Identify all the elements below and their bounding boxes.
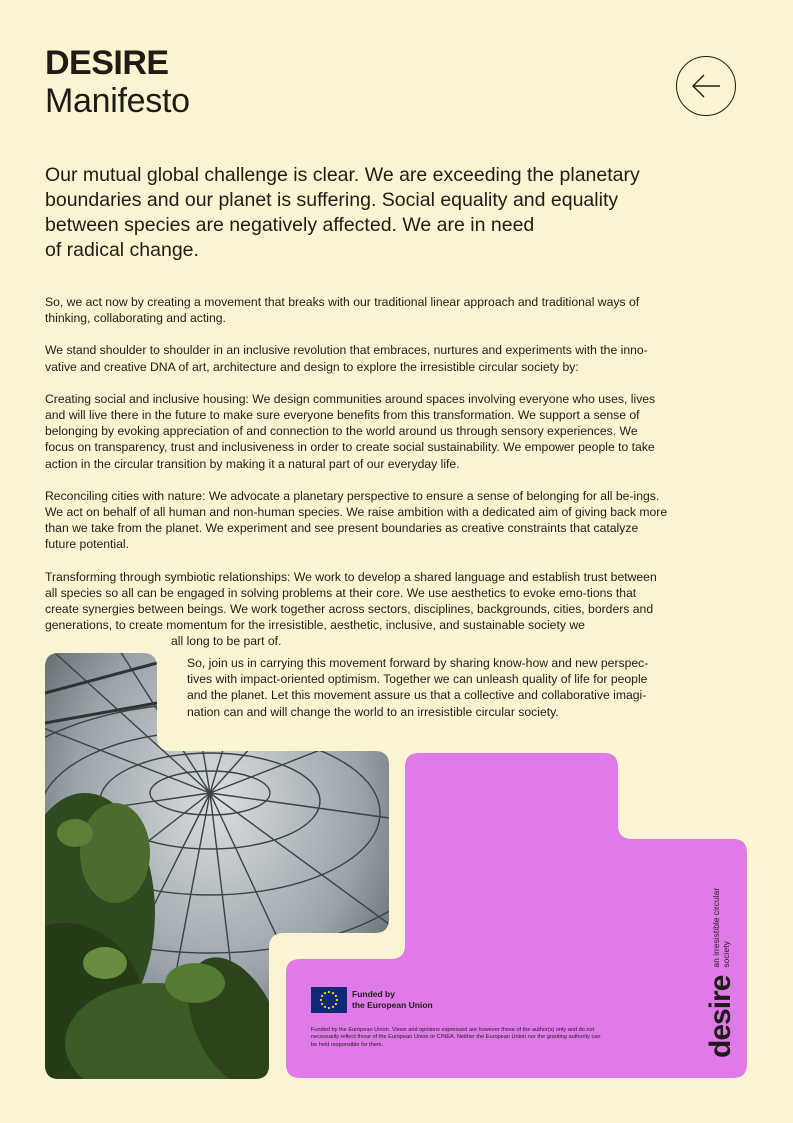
paragraph-revolution: We stand shoulder to shoulder in an inclusive revolution that embraces, nurtures and experiments with the inno-vative and creative DNA of art, architecture and design to explore the irresistible circular society by: <box>45 343 648 374</box>
eu-flag-icon <box>311 987 347 1013</box>
desire-logo <box>706 876 736 1058</box>
paragraph-symbiotic-end: all long to be part of. <box>171 634 282 649</box>
eu-funded-line2: the European Union <box>352 999 433 1010</box>
page-title <box>45 44 190 120</box>
brand-tagline: an irresistible circular society <box>711 887 731 968</box>
paragraph-nature: Reconciling cities with nature: We advocate a planetary perspective to ensure a sense of belonging for all be-ings. We act on behalf of all human and non-human species. We raise ambition with a dedicated aim of giving back more than we take from the planet. We experiment and see present boundaries as creative constraints that catalyze future potential. <box>45 488 668 552</box>
brand-word: desire <box>704 975 737 1058</box>
eu-funded-label <box>352 989 472 1010</box>
back-button[interactable] <box>676 56 736 116</box>
title-desire: DESIRE <box>45 44 169 82</box>
paragraph-symbiotic <box>45 569 670 650</box>
paragraph-symbiotic-text: Transforming through symbiotic relationships: We work to develop a shared language and establish trust between all species so all can be engaged in solving problems at their core. We use aesthetics to evoke emo-tions that create synergies between beings. We work together across sectors, disciplines, backgrounds, cities, borders and generations, to create momentum for the irresistible, aesthetic, inclusive, and sustainable society we <box>45 569 657 633</box>
paragraph-intro: So, we act now by creating a movement that breaks with our traditional linear approach and traditional ways of thinking, collaborating and acting. <box>45 295 640 326</box>
arrow-left-icon <box>691 71 721 101</box>
eu-disclaimer: Funded by the European Union. Views and opinions expressed are however those of the author(s) only and do not necessarily reflect those of the European Union or CINEA. Neither the European Union nor the granting authority can be held responsible for them. <box>311 1027 601 1048</box>
eu-funded-line1: Funded by <box>352 989 395 999</box>
closing-paragraph: So, join us in carrying this movement forward by sharing know-how and new perspec-tives with impact-oriented optimism. Together we can unleash quality of life for people and the planet. Let this movement assure us that a collective and collaborative imagi-nation can and will change the world to an irresistible circular society. <box>187 656 649 719</box>
paragraph-housing: Creating social and inclusive housing: We design communities around spaces involving everyone who uses, lives and will live there in the future to make sure everyone benefits from this transformation. We support a sense of belonging by evoking appreciation of and connection to the world around us through sensory experiences. We focus on transparency, trust and inclusiveness in order to create social sustainability. We empower people to take action in the circular transition by making it a natural part of our everyday life. <box>45 391 656 471</box>
lead-statement: Our mutual global challenge is clear. We are exceeding the planetary boundaries and our planet is suffering. Social equality and equality between species are negatively affected. We are in need of radical change. <box>45 164 640 261</box>
title-manifesto: Manifesto <box>45 82 190 120</box>
manifesto-body <box>45 294 670 650</box>
